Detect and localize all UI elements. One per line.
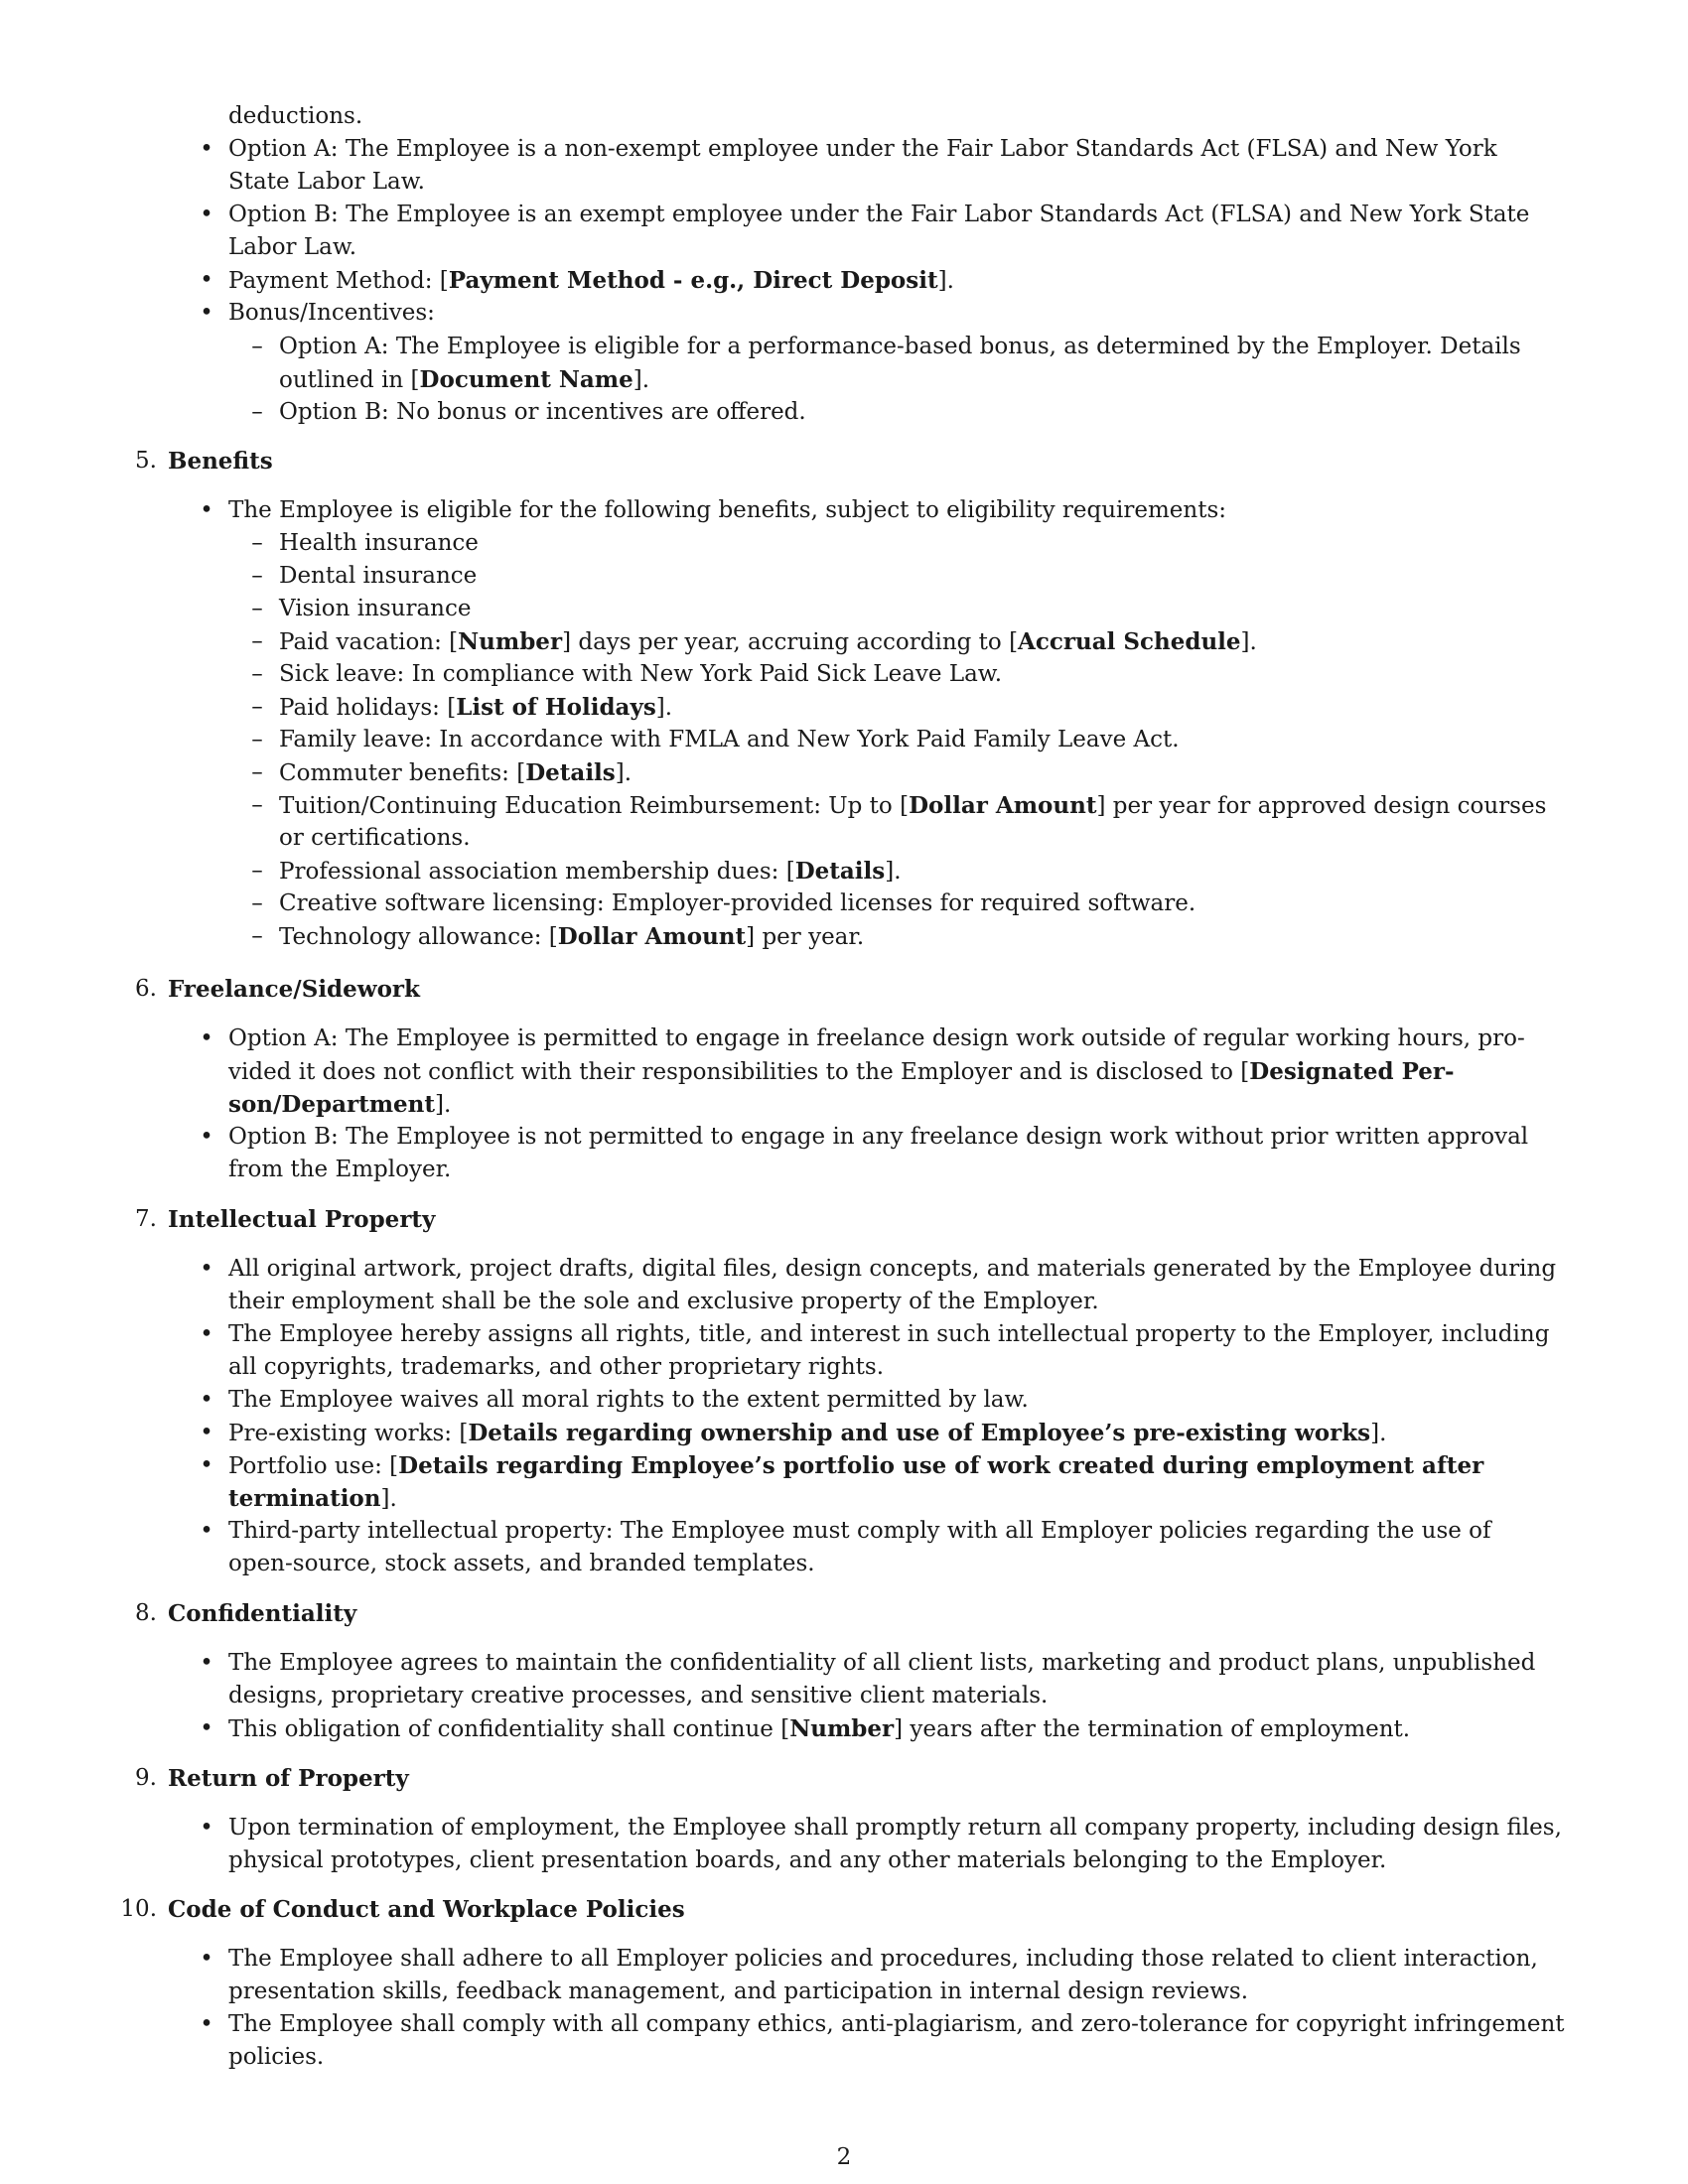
text-line: The Employee is eligible for the following benefits, subject to eligibility requirements: — [228, 497, 1227, 523]
bullet: • — [200, 1025, 213, 1051]
text-line: The Employee waives all moral rights to the extent permitted by law. — [228, 1387, 1029, 1413]
text-line: Upon termination of employment, the Employee shall promptly return all company property, including design files, — [228, 1815, 1562, 1841]
bullet: • — [200, 1815, 213, 1841]
dash-marker: – — [251, 530, 263, 556]
section-heading: Confidentiality — [168, 1600, 357, 1627]
text-line: vided it does not conflict with their responsibilities to the Employer and is disclosed to [Designated Per- — [228, 1058, 1455, 1085]
text-line: Professional association membership dues: [Details]. — [279, 858, 902, 885]
bullet: • — [200, 202, 213, 227]
text-line: Option A: The Employee is permitted to engage in freelance design work outside of regular working hours, pro- — [228, 1025, 1525, 1051]
text-line: Vision insurance — [279, 596, 472, 621]
dash-marker: – — [251, 759, 263, 785]
text-line: Paid holidays: [List of Holidays]. — [279, 694, 673, 721]
bullet: • — [200, 1256, 213, 1282]
dash-marker: – — [251, 792, 263, 818]
section-heading: Benefits — [168, 448, 273, 475]
bullet: • — [200, 1452, 213, 1478]
text-line: Option B: The Employee is not permitted to engage in any freelance design work without prior written approval — [228, 1124, 1529, 1150]
dash-marker: – — [251, 628, 263, 654]
bullet: • — [200, 1946, 213, 1972]
text-line: The Employee agrees to maintain the confidentiality of all client lists, marketing and product plans, unpublished — [228, 1650, 1536, 1676]
dash-marker: – — [251, 399, 263, 425]
text-line: Dental insurance — [279, 563, 478, 589]
text-line: Bonus/Incentives: — [228, 300, 435, 326]
dash-marker: – — [251, 563, 263, 589]
text-line: son/Department]. — [228, 1091, 452, 1118]
section-heading: Code of Conduct and Workplace Policies — [168, 1896, 685, 1923]
section-heading: Intellectual Property — [168, 1206, 436, 1233]
text-line: State Labor Law. — [228, 169, 425, 195]
text-line: presentation skills, feedback management, and participation in internal design reviews. — [228, 1979, 1249, 2004]
text-line: Paid vacation: [Number] days per year, accruing according to [Accrual Schedule]. — [279, 628, 1257, 655]
text-line: Labor Law. — [228, 234, 357, 260]
bullet: • — [200, 1518, 213, 1544]
text-line: Sick leave: In compliance with New York Paid Sick Leave Law. — [279, 661, 1003, 687]
page-number: 2 — [836, 2144, 852, 2170]
bullet: • — [200, 2011, 213, 2037]
text-line: their employment shall be the sole and exclusive property of the Employer. — [228, 1289, 1099, 1314]
text-line: Creative software licensing: Employer-provided licenses for required software. — [279, 890, 1196, 916]
text-line: Pre-existing works: [Details regarding ownership and use of Employee’s pre-existing works]. — [228, 1420, 1387, 1446]
text-line: designs, proprietary creative processes, and sensitive client materials. — [228, 1683, 1049, 1708]
bullet: • — [200, 1650, 213, 1676]
bullet: • — [200, 136, 213, 162]
bullet: • — [200, 1420, 213, 1445]
bullet: • — [200, 1387, 213, 1413]
dash-marker: – — [251, 694, 263, 720]
text-line: from the Employer. — [228, 1157, 452, 1182]
bullet: • — [200, 267, 213, 293]
text-line: Third-party intellectual property: The Employee must comply with all Employer policies regarding the use of — [228, 1518, 1491, 1544]
dash-marker: – — [251, 596, 263, 621]
section-number: 5. — [135, 448, 157, 474]
dash-marker: – — [251, 858, 263, 884]
text-line: Option A: The Employee is a non-exempt employee under the Fair Labor Standards Act (FLSA) and New York — [228, 136, 1497, 162]
text-line: Option B: The Employee is an exempt employee under the Fair Labor Standards Act (FLSA) and New York State — [228, 202, 1530, 227]
bullet: • — [200, 497, 213, 523]
text-line: The Employee shall comply with all company ethics, anti-plagiarism, and zero-tolerance for copyright infringement — [228, 2011, 1565, 2037]
text-line: termination]. — [228, 1485, 397, 1512]
text-line: All original artwork, project drafts, digital files, design concepts, and materials generated by the Employee during — [228, 1256, 1557, 1282]
text-line: Family leave: In accordance with FMLA and New York Paid Family Leave Act. — [279, 727, 1180, 752]
section-number: 9. — [135, 1765, 157, 1791]
section-heading: Return of Property — [168, 1765, 409, 1792]
text-line: open-source, stock assets, and branded templates. — [228, 1551, 815, 1576]
section-heading: Freelance/Sidework — [168, 976, 420, 1003]
bullet: • — [200, 1124, 213, 1150]
text-line: Technology allowance: [Dollar Amount] per year. — [279, 923, 865, 950]
text-line: Portfolio use: [Details regarding Employee’s portfolio use of work created during employment after — [228, 1452, 1484, 1479]
bullet: • — [200, 1715, 213, 1741]
section-number: 6. — [135, 976, 157, 1002]
text-line: This obligation of confidentiality shall continue [Number] years after the termination of employment. — [228, 1715, 1411, 1742]
text-line: Tuition/Continuing Education Reimbursement: Up to [Dollar Amount] per year for approved design courses — [279, 792, 1547, 819]
dash-marker: – — [251, 661, 263, 687]
dash-marker: – — [251, 890, 263, 916]
text-line: Payment Method: [Payment Method - e.g., Direct Deposit]. — [228, 267, 954, 294]
text-line: policies. — [228, 2044, 325, 2070]
bullet: • — [200, 1321, 213, 1347]
section-number: 7. — [135, 1206, 157, 1232]
text-line: Commuter benefits: [Details]. — [279, 759, 633, 786]
text-line: Option A: The Employee is eligible for a performance-based bonus, as determined by the Employer. Details — [279, 334, 1521, 359]
text-line: The Employee hereby assigns all rights, title, and interest in such intellectual property to the Employer, including — [228, 1321, 1550, 1347]
text-line: The Employee shall adhere to all Employer policies and procedures, including those related to client interaction, — [228, 1946, 1538, 1972]
text-line: Health insurance — [279, 530, 479, 556]
text-line: all copyrights, trademarks, and other proprietary rights. — [228, 1354, 885, 1380]
text-line: physical prototypes, client presentation boards, and any other materials belonging to the Employer. — [228, 1847, 1387, 1873]
dash-marker: – — [251, 334, 263, 359]
dash-marker: – — [251, 923, 263, 949]
dash-marker: – — [251, 727, 263, 752]
text-line: or certifications. — [279, 825, 471, 851]
text-line: outlined in [Document Name]. — [279, 366, 650, 393]
text-line: deductions. — [228, 103, 363, 129]
section-number: 8. — [135, 1600, 157, 1626]
section-number: 10. — [120, 1896, 157, 1922]
bullet: • — [200, 300, 213, 326]
text-line: Option B: No bonus or incentives are offered. — [279, 399, 806, 425]
